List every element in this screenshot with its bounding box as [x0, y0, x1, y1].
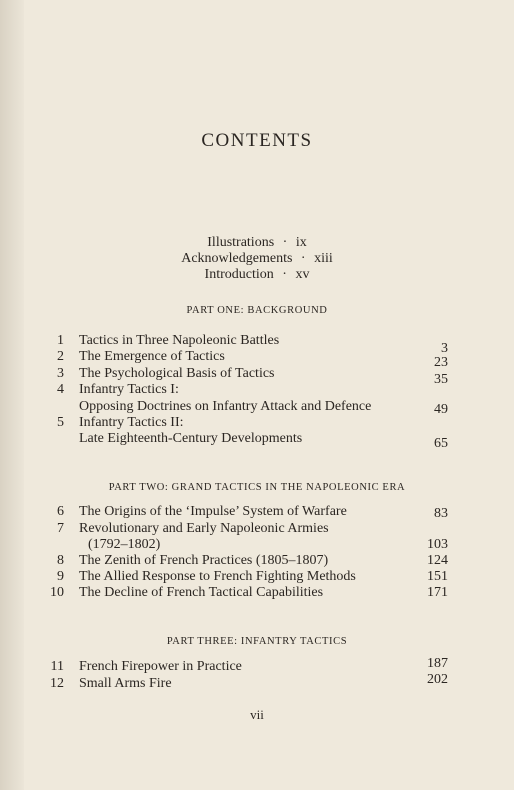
chapter-title: Infantry Tactics I:: [79, 382, 179, 397]
chapter-title: Opposing Doctrines on Infantry Attack and Defence: [79, 399, 372, 414]
page-number: 202: [427, 672, 448, 687]
front-matter-illustrations: [0, 235, 514, 251]
page-folio: vii: [250, 707, 264, 722]
chapter-title: Revolutionary and Early Napoleonic Armies: [79, 521, 329, 536]
part-heading: PART TWO: GRAND TACTICS IN THE NAPOLEONIC ERA: [108, 482, 406, 493]
front-matter-introduction: [0, 267, 514, 283]
front-matter-label: Acknowledgements: [181, 251, 293, 266]
page-number: 3: [441, 341, 448, 356]
front-matter-page: xv: [295, 267, 310, 282]
chapter-title: The Origins of the ‘Impulse’ System of Warfare: [79, 504, 347, 519]
chapter-title: (1792–1802): [88, 537, 161, 552]
page-number: 65: [434, 436, 448, 451]
chapter-title: Late Eighteenth-Century Developments: [79, 431, 303, 446]
toc-entry: [0, 348, 514, 370]
toc-entry: [0, 672, 514, 693]
chapter-title: French Firepower in Practice: [79, 659, 242, 674]
front-matter-page: ix: [295, 235, 307, 250]
chapter-title: Infantry Tactics II:: [79, 415, 184, 430]
front-matter-label: Introduction: [204, 267, 274, 282]
part-heading: PART THREE: INFANTRY TACTICS: [166, 636, 348, 647]
toc-entry: [0, 381, 514, 399]
front-matter-label: Illustrations: [207, 235, 275, 250]
chapter-number: 6: [57, 504, 64, 519]
separator-dot: ·: [282, 267, 287, 282]
chapter-number: 5: [57, 415, 64, 430]
chapter-number: 12: [50, 676, 64, 691]
page-number: 187: [427, 656, 448, 671]
separator-dot: ·: [300, 251, 306, 266]
chapter-number: 4: [57, 382, 64, 397]
toc-entry: [0, 430, 514, 451]
page-number: 23: [434, 355, 448, 370]
page-number: 103: [427, 537, 448, 552]
page-number: 151: [427, 569, 448, 584]
front-matter-page: xiii: [314, 251, 333, 266]
separator-dot: ·: [282, 235, 288, 250]
chapter-number: 8: [57, 553, 64, 568]
page-number: 124: [427, 553, 448, 568]
page-number: 171: [427, 585, 448, 600]
chapter-number: 2: [57, 349, 64, 364]
part-heading: PART ONE: BACKGROUND: [186, 305, 328, 316]
front-matter-acknowledgements: [0, 251, 514, 267]
chapter-title: Small Arms Fire: [79, 676, 172, 691]
page-title: CONTENTS: [201, 130, 313, 151]
chapter-title: The Zenith of French Practices (1805–1807): [79, 553, 329, 568]
chapter-title: Tactics in Three Napoleonic Battles: [79, 333, 280, 348]
chapter-number: 7: [57, 521, 64, 536]
chapter-title: The Emergence of Tactics: [79, 349, 225, 364]
chapter-number: 3: [57, 366, 64, 381]
chapter-title: The Allied Response to French Fighting Methods: [79, 569, 356, 584]
page-number: 83: [434, 506, 448, 521]
toc-entry: [0, 584, 514, 602]
page-number: 49: [434, 402, 448, 417]
page-number: 35: [434, 372, 448, 387]
chapter-title: The Psychological Basis of Tactics: [79, 366, 275, 381]
chapter-number: 10: [50, 585, 64, 600]
chapter-title: The Decline of French Tactical Capabilities: [79, 585, 324, 600]
chapter-number: 9: [57, 569, 64, 584]
toc-entry: [0, 503, 514, 521]
chapter-number: 11: [50, 659, 64, 674]
chapter-number: 1: [57, 333, 64, 348]
